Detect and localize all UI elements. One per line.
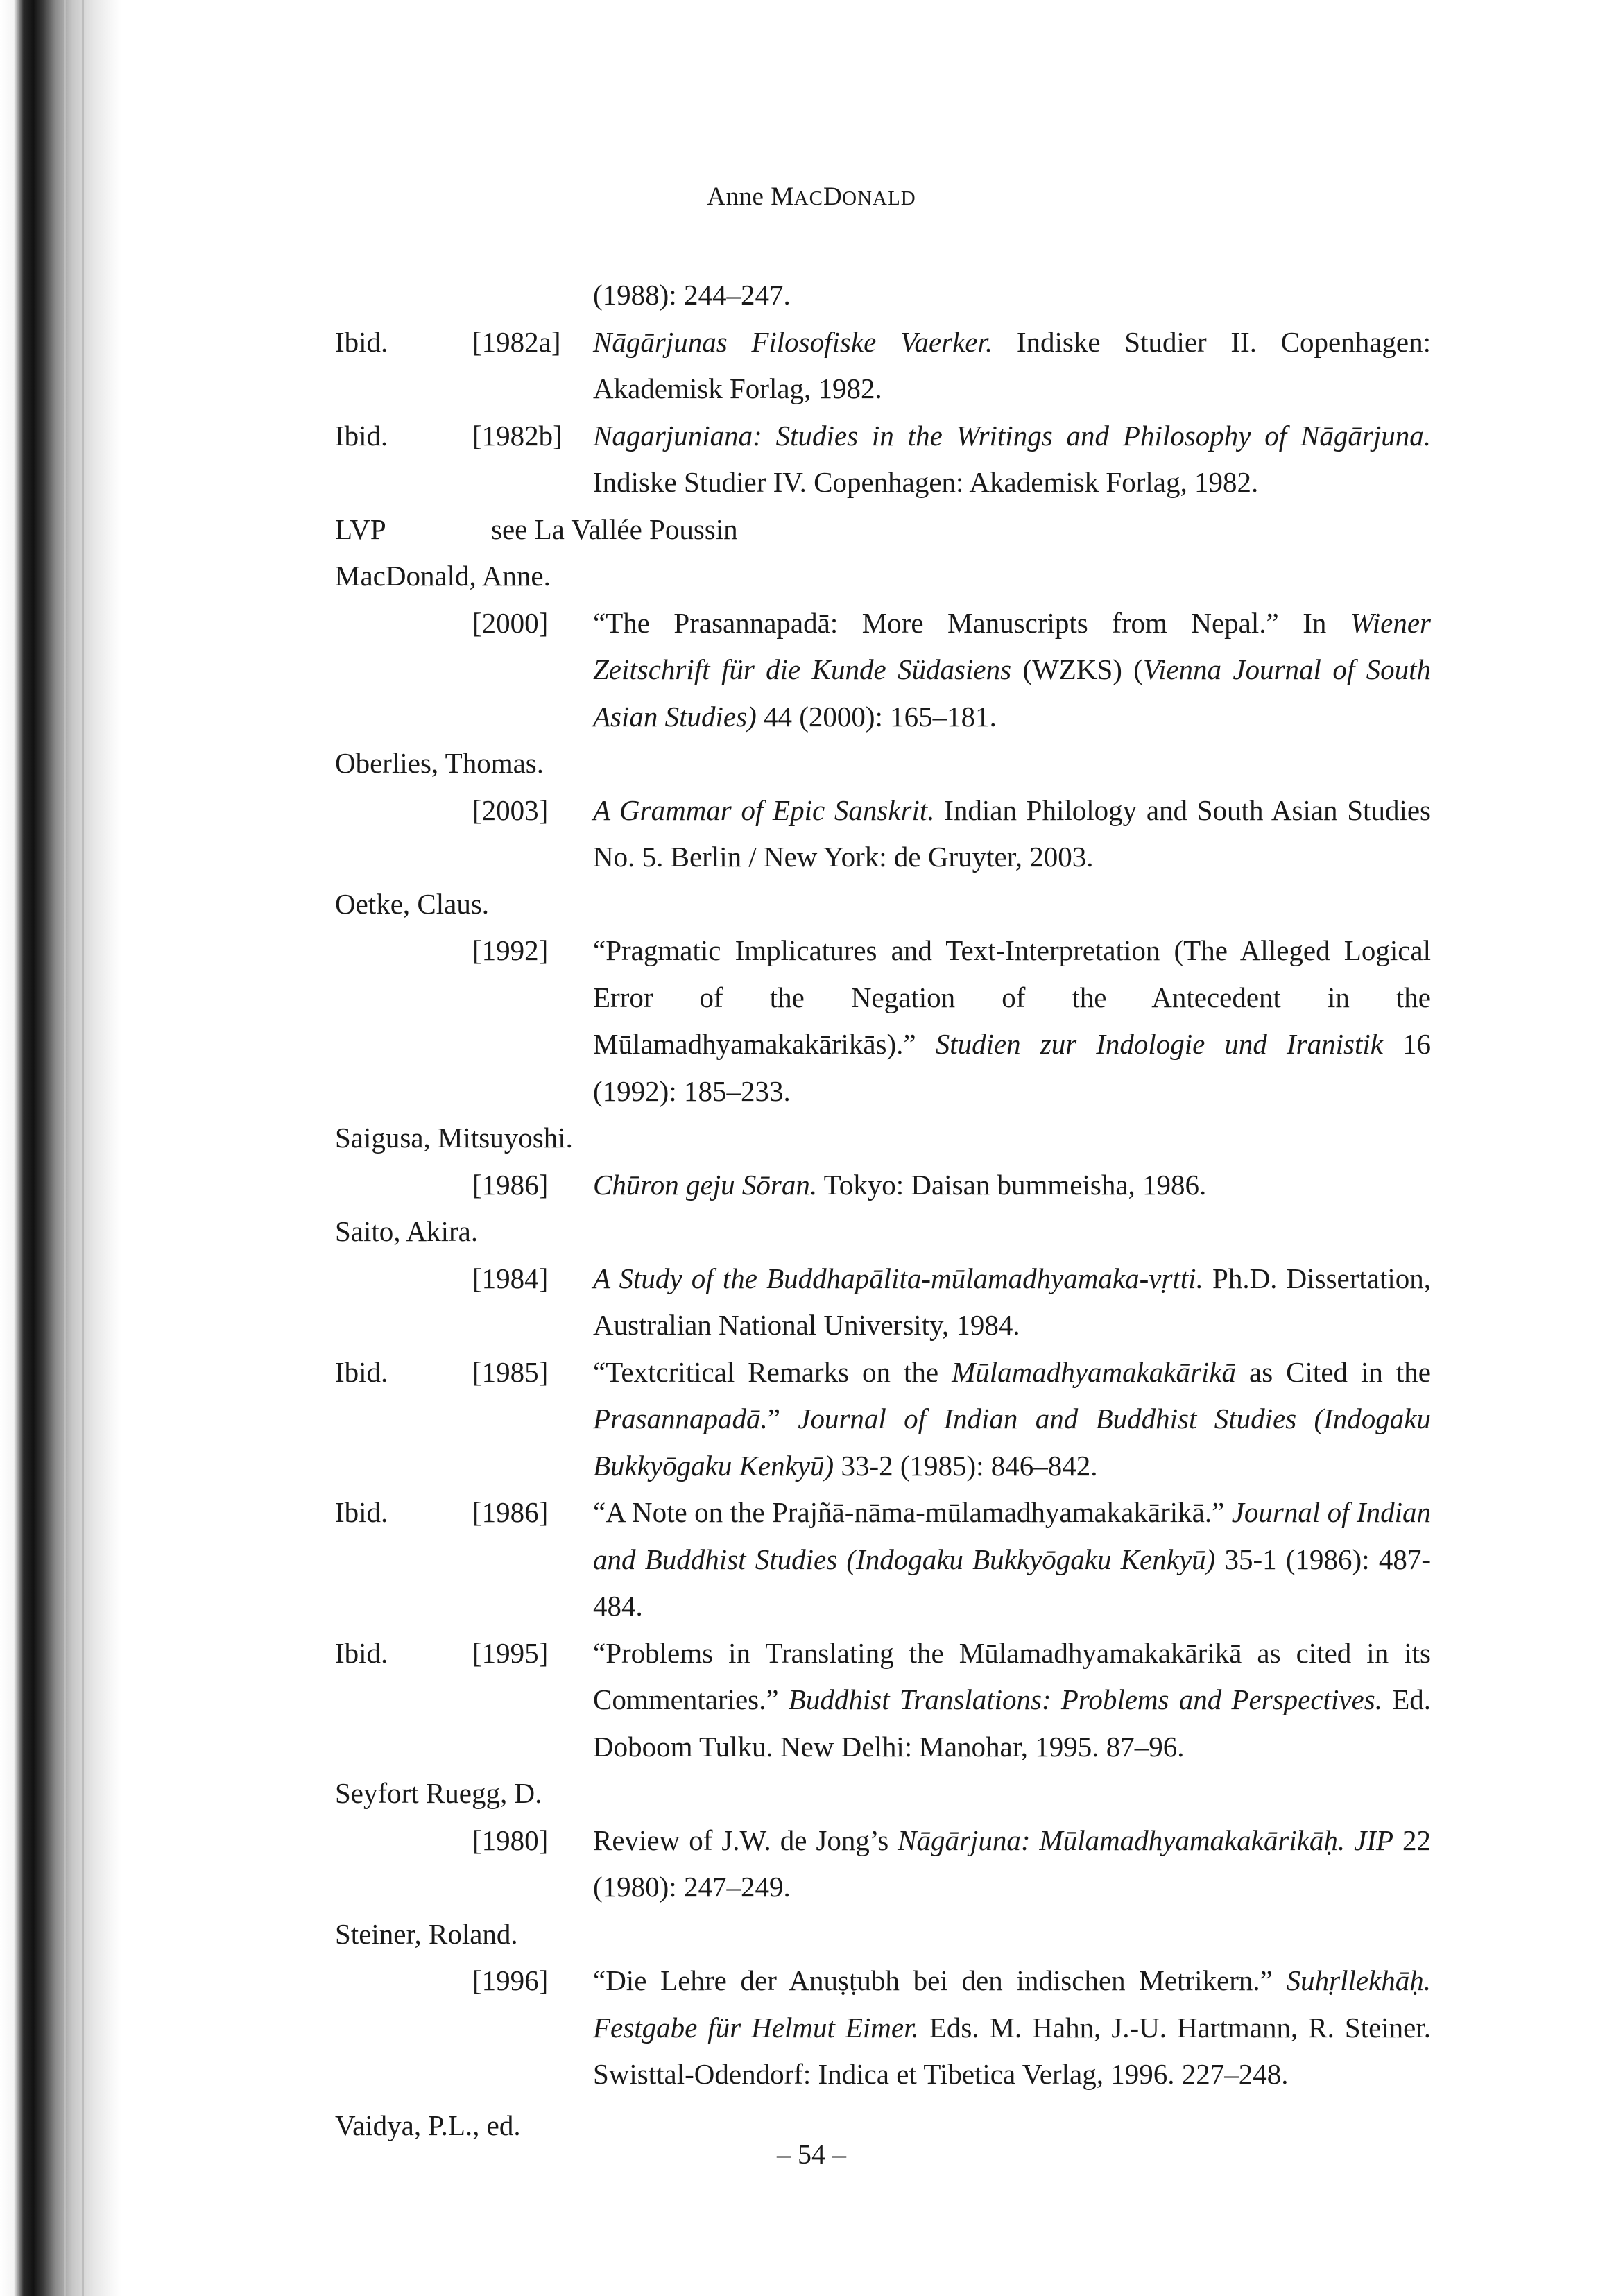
entry-journal: JIP	[1354, 1824, 1394, 1856]
running-header	[0, 182, 1623, 212]
bib-entry	[335, 1630, 1431, 1771]
entry-title-translation: Vienna Journal of South Asian Studies)	[593, 653, 1431, 733]
entry-year: [1980]	[472, 1824, 549, 1856]
entry-year: [1982a]	[472, 325, 561, 358]
header-last-mid: D	[823, 182, 843, 211]
bib-author-heading	[335, 740, 1431, 787]
entry-title: Nagarjuniana: Studies in the Writings and Philosophy of Nāgārjuna.	[593, 419, 1431, 452]
entry-pre: “Problems in Translating the Mūlamadhyamakakārikā as cited in its Commentaries.”	[593, 1636, 1431, 1715]
entry-pre: Review of J.W. de Jong’s	[593, 1824, 898, 1856]
bib-entry	[335, 1256, 1431, 1349]
entry-author: Seyfort Ruegg, D.	[335, 1777, 542, 1809]
entry-text	[593, 413, 1431, 506]
scan-spine-shadow	[0, 0, 121, 2296]
entry-author: Ibid.	[335, 1636, 388, 1669]
entry-title: Nāgārjuna: Mūlamadhyamakakārikāḥ.	[898, 1824, 1346, 1856]
entry-rest: 22 (1980): 247–249.	[593, 1824, 1432, 1903]
bib-author-heading	[335, 1208, 1431, 1256]
entry-journal: Journal of Indian and Buddhist Studies (Indogaku Bukkyōgaku Kenkyū)	[593, 1496, 1431, 1575]
bib-entry	[335, 1817, 1431, 1911]
bib-entry	[335, 787, 1431, 881]
header-last-smallcaps: AC	[793, 187, 823, 209]
entry-rest: Tokyo: Daisan bummeisha, 1986.	[817, 1168, 1207, 1201]
bib-cross-reference	[335, 506, 1431, 554]
entry-text	[593, 787, 1431, 881]
entry-pre: “Textcritical Remarks on the	[593, 1355, 952, 1388]
entry-rest: Indian Philology and South Asian Studies No. 5. Berlin / New York: de Gruyter, 2003.	[593, 794, 1431, 873]
entry-text	[593, 319, 1431, 413]
entry-author: Ibid.	[335, 419, 388, 452]
entry-pre: “The Prasannapadā: More Manuscripts from Nepal.” In	[593, 606, 1350, 639]
bib-entry	[335, 1162, 1431, 1209]
entry-title: Suhṛllekhāḥ. Festgabe für Helmut Eimer.	[593, 1964, 1431, 2044]
bib-author-heading	[335, 553, 1431, 600]
entry-text	[593, 600, 1431, 741]
entry-year: [1986]	[472, 1496, 549, 1528]
entry-author: Saigusa, Mitsuyoshi.	[335, 1122, 573, 1154]
entry-rest: 16 (1992): 185–233.	[593, 1028, 1431, 1107]
bib-author-heading	[335, 1911, 1431, 1958]
entry-title: Chūron geju Sōran.	[593, 1168, 818, 1201]
scan-spine-streak	[82, 0, 84, 2296]
entry-journal: Journal of Indian and Buddhist Studies (Indogaku Bukkyōgaku Kenkyū)	[593, 1403, 1432, 1482]
entry-year: [1984]	[472, 1262, 549, 1294]
bib-entry	[335, 927, 1431, 1115]
entry-year: [2003]	[472, 794, 549, 826]
entry-author: Steiner, Roland.	[335, 1917, 518, 1950]
entry-title: A Study of the Buddhapālita-mūlamadhyamaka-vṛtti.	[593, 1262, 1203, 1294]
bib-entry	[335, 413, 1431, 506]
entry-mid: ”	[767, 1403, 798, 1434]
entry-rest: Indiske Studier IV. Copenhagen: Akademisk Forlag, 1982.	[593, 466, 1259, 498]
bib-entry	[335, 1489, 1431, 1630]
entry-pre: “Die Lehre der Anuṣṭubh bei den indischen Metrikern.”	[593, 1964, 1287, 1996]
entry-year: [1996]	[472, 1964, 549, 1996]
entry-title: A Grammar of Epic Sanskrit.	[593, 794, 935, 826]
entry-year: [1982b]	[472, 419, 563, 452]
entry-text	[593, 1162, 1431, 1209]
entry-title: Buddhist Translations: Problems and Perspectives.	[788, 1684, 1382, 1715]
bibliography-list	[335, 272, 1431, 2149]
entry-author: Vaidya, P.L., ed.	[335, 2109, 521, 2141]
entry-text	[593, 1256, 1431, 1349]
entry-text	[593, 1957, 1431, 2098]
entry-year: [1995]	[472, 1636, 549, 1669]
bib-author-heading	[335, 881, 1431, 928]
entry-title-secondary: Prasannapadā.	[593, 1403, 768, 1434]
entry-year: [2000]	[472, 606, 549, 639]
entry-text: (1988): 244–247.	[593, 279, 791, 311]
entry-rest: 35-1 (1986): 487-484.	[593, 1543, 1431, 1622]
entry-author: Ibid.	[335, 1355, 388, 1388]
entry-year: [1985]	[472, 1355, 549, 1388]
entry-text	[593, 1349, 1431, 1490]
entry-rest: Ed. Doboom Tulku. New Delhi: Manohar, 1995. 87–96.	[593, 1684, 1432, 1763]
header-first-name: Anne	[707, 182, 771, 211]
header-last-initial: M	[771, 182, 794, 211]
entry-author: LVP	[335, 513, 386, 545]
entry-text	[593, 1630, 1431, 1771]
entry-mid: (WZKS) (	[1011, 653, 1143, 685]
entry-author: Oetke, Claus.	[335, 887, 490, 920]
page-number: – 54 –	[777, 2139, 846, 2170]
entry-author: Ibid.	[335, 1496, 388, 1528]
scan-spine-streak	[64, 0, 66, 2296]
bib-author-heading	[335, 1115, 1431, 1162]
entry-author: Saito, Akira.	[335, 1215, 479, 1247]
bib-author-heading	[335, 1770, 1431, 1817]
bib-entry	[335, 1957, 1431, 2098]
entry-text	[593, 927, 1431, 1115]
entry-rest: Eds. M. Hahn, J.-U. Hartmann, R. Steiner. Swisttal-Odendorf: Indica et Tibetica Verlag, 1996. 227–248.	[593, 2011, 1432, 2090]
bib-entry-continuation	[335, 272, 1431, 319]
entry-rest: 33-2 (1985): 846–842.	[834, 1449, 1098, 1482]
entry-year: [1992]	[472, 934, 549, 966]
entry-see-reference: see La Vallée Poussin	[491, 513, 738, 545]
entry-rest: Indiske Studier II. Copenhagen: Akademisk Forlag, 1982.	[593, 325, 1431, 404]
entry-title: Mūlamadhyamakakārikā	[952, 1355, 1237, 1388]
entry-pre: “A Note on the Prajñā-nāma-mūlamadhyamakakārikā.”	[593, 1496, 1232, 1528]
entry-rest: 44 (2000): 165–181.	[756, 700, 997, 733]
bib-entry	[335, 319, 1431, 413]
entry-year: [1986]	[472, 1168, 549, 1201]
entry-title: Wiener Zeitschrift für die Kunde Südasiens	[593, 606, 1431, 685]
entry-text	[593, 1489, 1431, 1630]
entry-mid: as Cited in the	[1236, 1355, 1431, 1388]
entry-text	[593, 1817, 1431, 1911]
header-last-rest: ONALD	[842, 187, 916, 209]
entry-title: Studien zur Indologie und Iranistik	[935, 1028, 1383, 1060]
entry-author: Ibid.	[335, 325, 388, 358]
bib-entry	[335, 600, 1431, 741]
entry-rest: Ph.D. Dissertation, Australian National University, 1984.	[593, 1262, 1431, 1341]
bib-entry	[335, 1349, 1431, 1490]
entry-mid	[1345, 1824, 1354, 1856]
entry-author: Oberlies, Thomas.	[335, 747, 544, 779]
entry-title: Nāgārjunas Filosofiske Vaerker.	[593, 325, 993, 358]
entry-pre: “Pragmatic Implicatures and Text-Interpretation (The Alleged Logical Error of the Negation of the Antecedent in the Mūlamadhyamakakārikās).”	[593, 934, 1431, 1060]
entry-author: MacDonald, Anne.	[335, 560, 551, 592]
